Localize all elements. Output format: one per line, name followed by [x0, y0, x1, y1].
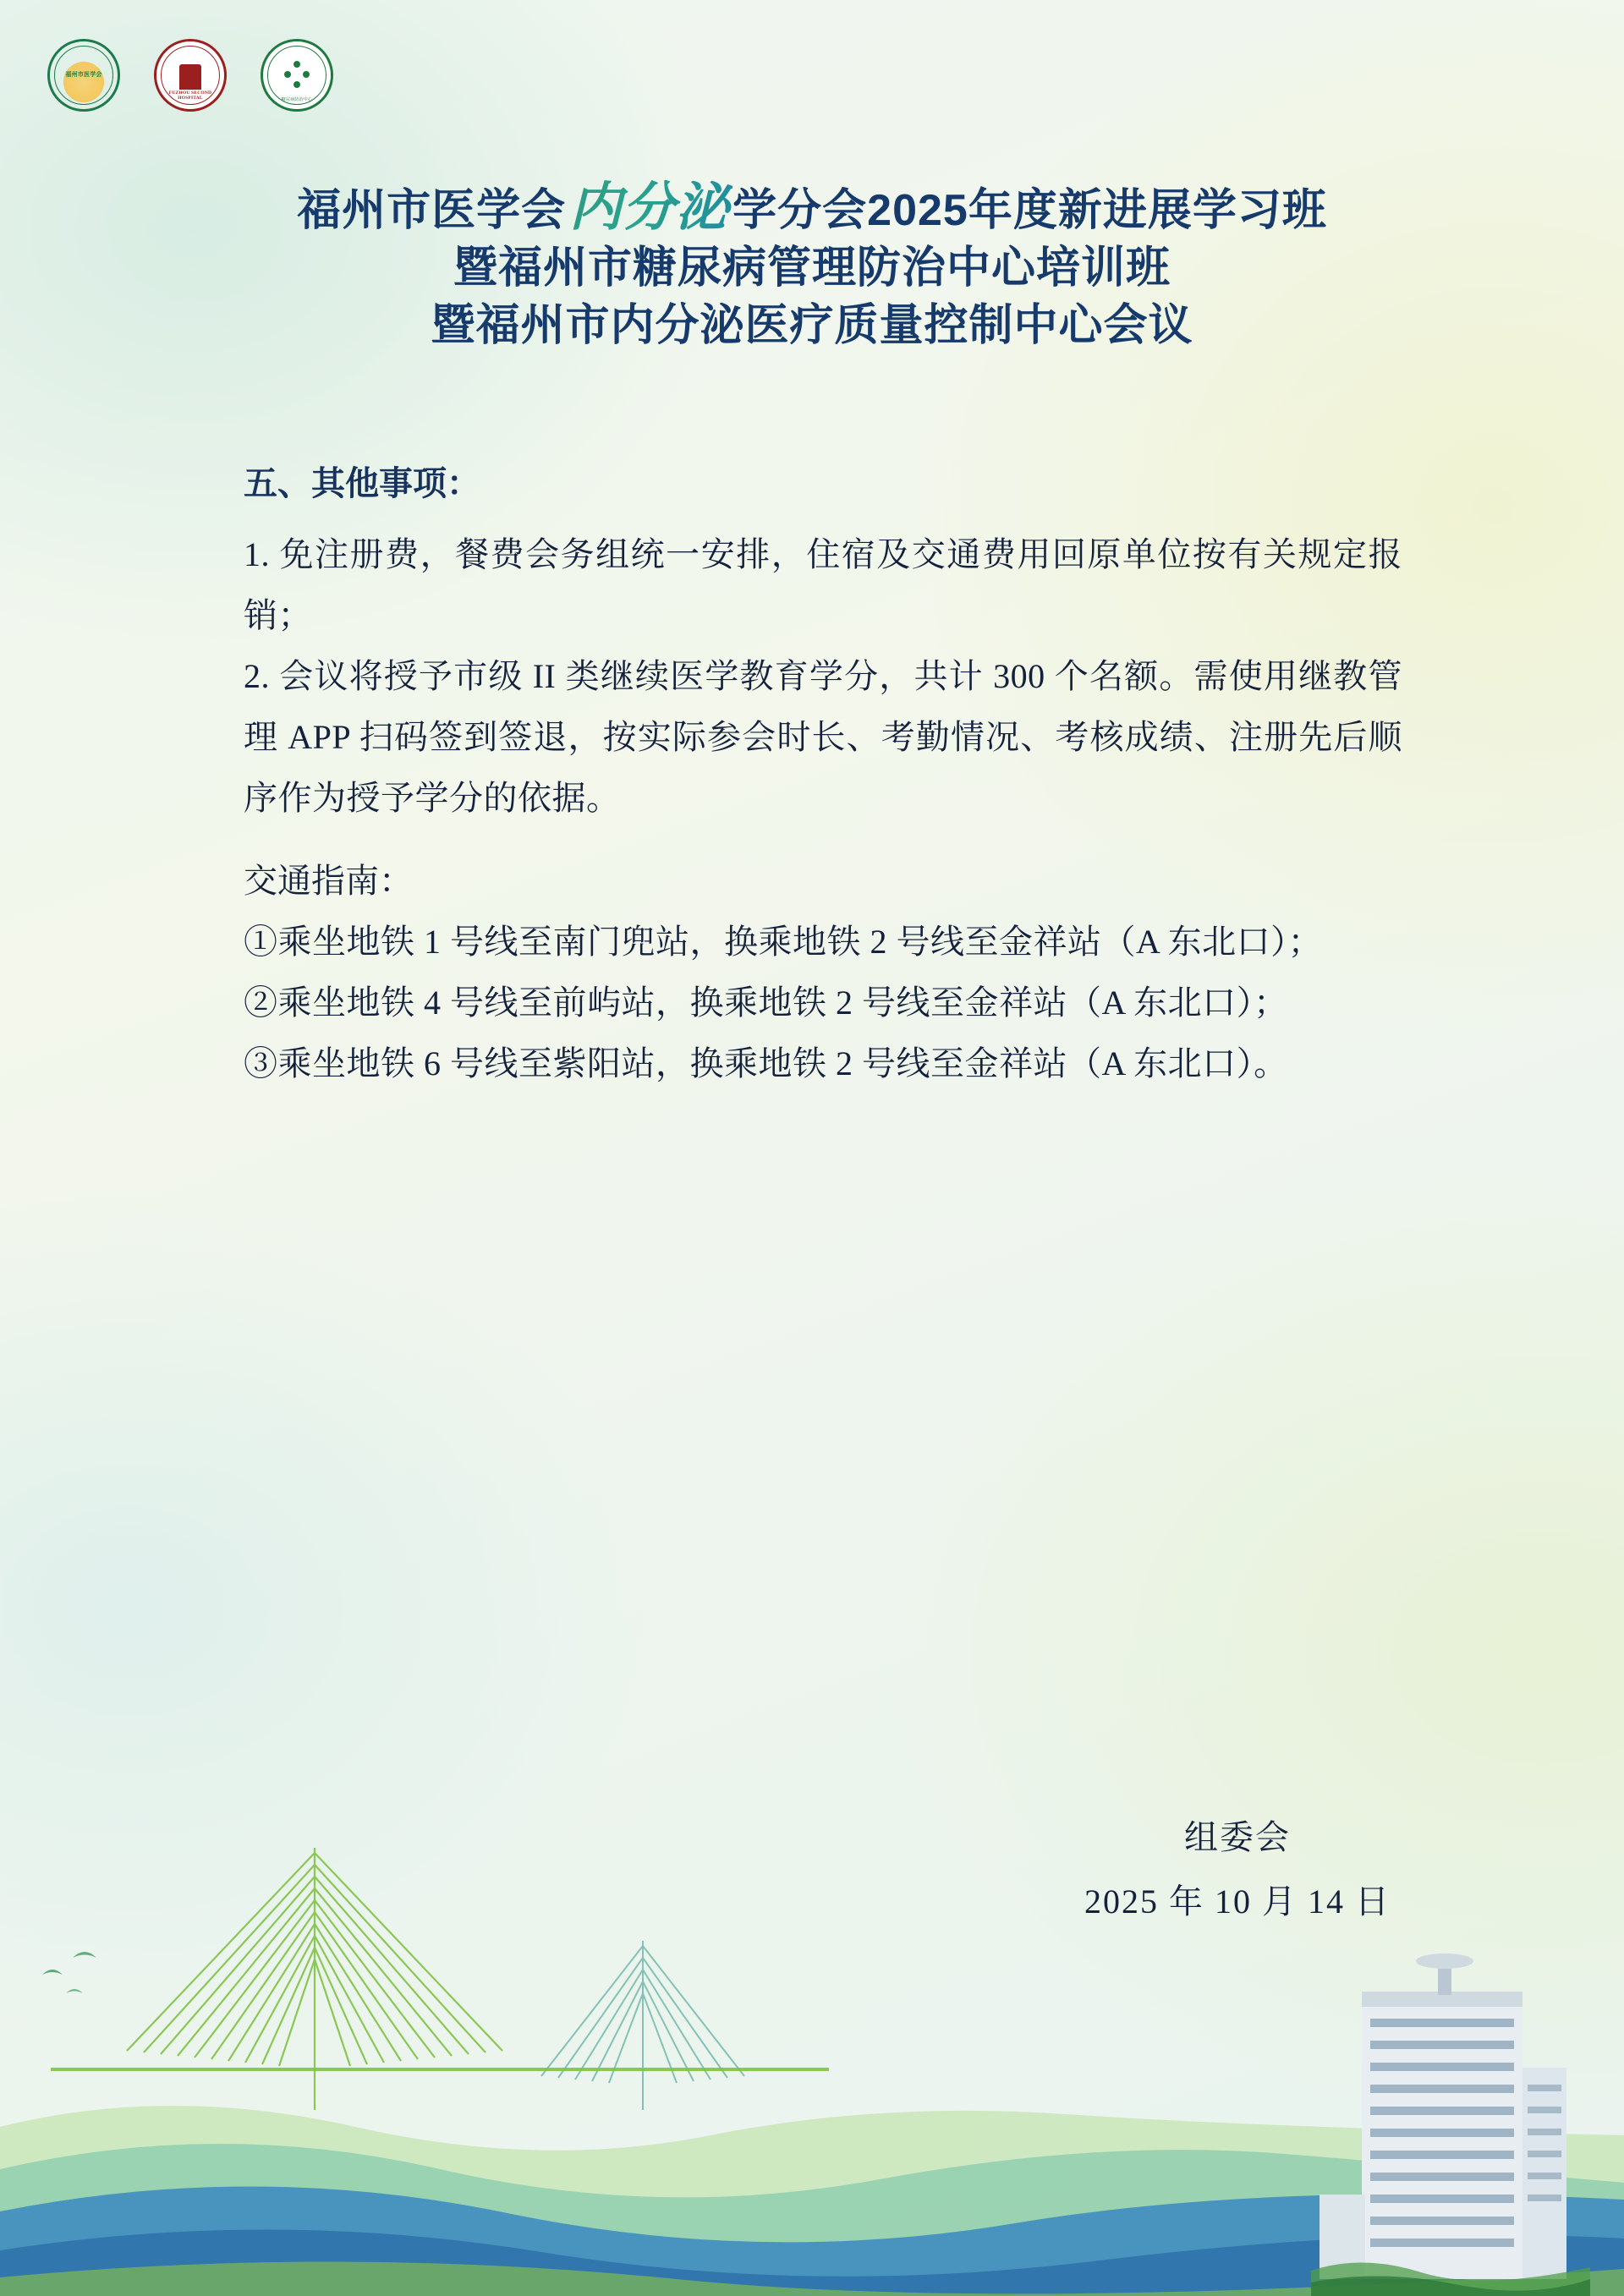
transport-guide-heading: 交通指南：	[244, 862, 413, 900]
signature-block	[1084, 1806, 1391, 1934]
molecule-icon	[283, 61, 311, 90]
birds-icon	[34, 1941, 161, 2017]
signature-date: 2025 年 10 月 14 日	[1084, 1882, 1391, 1921]
title-line-1	[0, 179, 1624, 239]
section-heading-other-matters: 五、其他事项：	[244, 465, 480, 502]
fuzhou-second-hospital-logo-label: FUZHOU SECOND HOSPITAL	[168, 90, 212, 101]
transport-route-1: ①乘坐地铁 1 号线至南门兜站，换乘地铁 2 号线至金祥站（A 东北口）；	[244, 923, 1323, 961]
other-matters-item-1: 1. 免注册费，餐费会务组统一安排，住宿及交通费用回原单位按有关规定报销；	[244, 535, 1402, 634]
title-brush-text: 内分泌	[566, 179, 732, 237]
title-line-3: 暨福州市内分泌医疗质量控制中心会议	[431, 301, 1193, 350]
signature-organization: 组委会	[1184, 1818, 1291, 1856]
fuzhou-medical-association-logo-label: 福州市医学会	[65, 71, 102, 79]
logo-row	[47, 39, 333, 112]
transport-route-3: ③乘坐地铁 6 号线至紫阳站，换乘地铁 2 号线至金祥站（A 东北口）。	[244, 1044, 1288, 1082]
other-matters-item-2: 2. 会议将授予市级 II 类继续医学教育学分，共计 300 个名额。需使用继教管理 APP 扫码签到签退，按实际参会时长、考勤情况、考核成绩、注册先后顺序作为授予学分的依据。	[244, 657, 1402, 817]
transport-route-2: ②乘坐地铁 4 号线至前屿站，换乘地铁 2 号线至金祥站（A 东北口）；	[244, 984, 1288, 1022]
fuzhou-second-hospital-logo	[154, 39, 227, 112]
hospital-crest-icon	[179, 64, 201, 90]
diabetes-center-logo-label: 糖尿病防治中心	[281, 97, 313, 102]
diabetes-center-logo	[261, 39, 333, 112]
title-line-2: 暨福州市糖尿病管理防治中心培训班	[453, 244, 1171, 293]
content-body	[244, 457, 1402, 1094]
title-line-1-part-b: 学分会2025年度新进展学习班	[732, 186, 1327, 235]
fuzhou-medical-association-logo	[47, 39, 120, 112]
page-title	[0, 179, 1624, 354]
hospital-building-image	[1311, 1941, 1590, 2296]
title-line-1-part-a: 福州市医学会	[297, 186, 567, 235]
